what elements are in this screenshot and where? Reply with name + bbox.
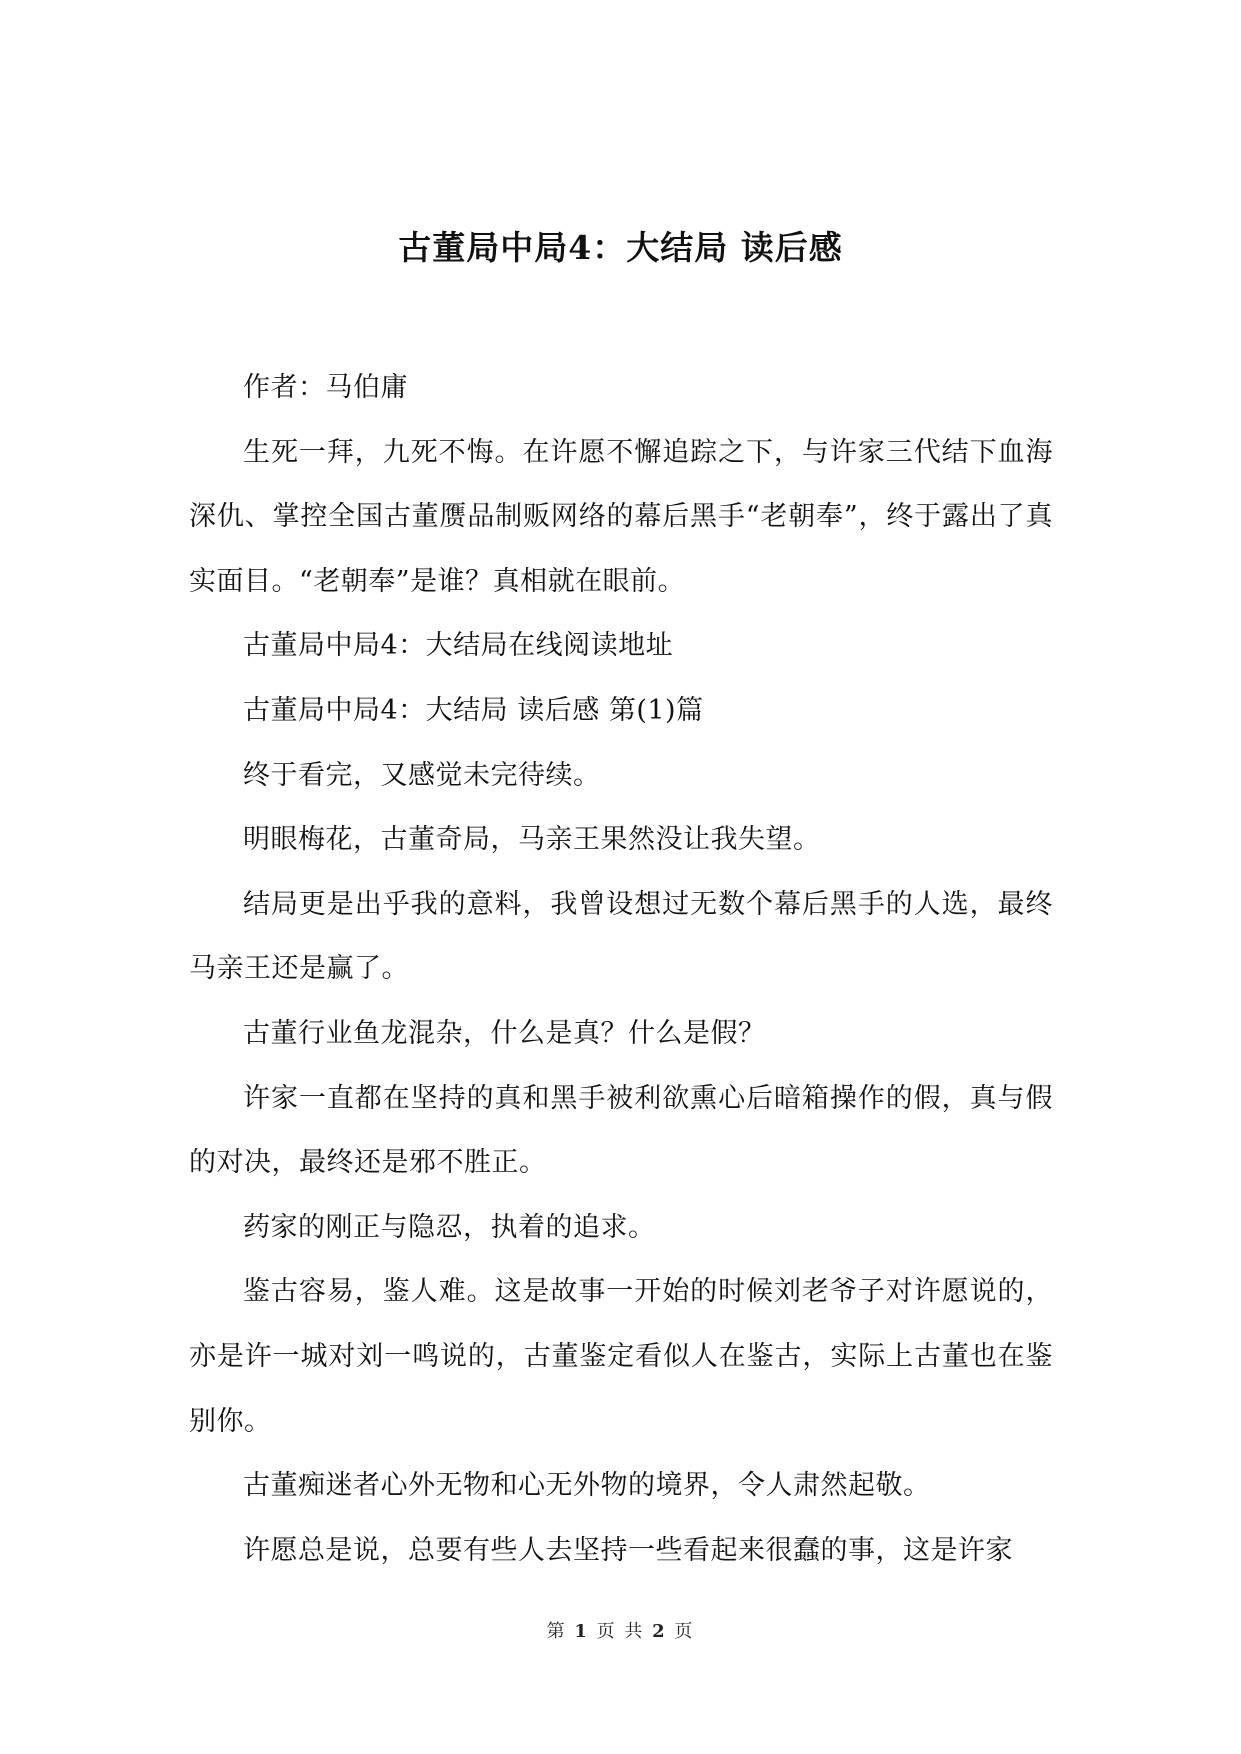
paragraph-author: 作者：马伯庸 [243,372,408,403]
paragraph: 结局更是出乎我的意料，我曾设想过无数个幕后黑手的人选，最终马亲王还是赢了。 [189,888,1053,985]
paragraph: 许家一直都在坚持的真和黑手被利欲熏心后暗箱操作的假，真与假的对决，最终还是邪不胜正。 [189,1082,1053,1179]
paragraph: 古董行业鱼龙混杂，什么是真？什么是假？ [243,1017,766,1049]
paragraph: 许愿总是说，总要有些人去坚持一些看起来很蠢的事，这是许家 [243,1534,1013,1566]
paragraph: 古董痴迷者心外无物和心无外物的境界，令人肃然起敬。 [243,1470,931,1502]
footer-suffix: 页 [674,1621,695,1642]
paragraph: 鉴古容易，鉴人难。这是故事一开始的时候刘老爷子对许愿说的，亦是许一城对刘一鸣说的，古董鉴定看似人在鉴古，实际上古董也在鉴别你。 [189,1276,1053,1437]
document-title: 古董局中局4：大结局 读后感 [398,228,843,267]
paragraph: 药家的刚正与隐忍，执着的追求。 [243,1211,656,1243]
paragraph: 明眼梅花，古董奇局，马亲王果然没让我失望。 [243,824,821,856]
current-page-number: 1 [574,1621,589,1642]
footer-middle: 页 共 [596,1621,645,1642]
paragraph: 生死一拜，九死不悔。在许愿不懈追踪之下，与许家三代结下血海深仇、掌控全国古董赝品制贩网络的幕后黑手“老朝奉”，终于露出了真实面目。“老朝奉”是谁？真相就在眼前。 [189,436,1053,597]
paragraph-section-heading: 古董局中局4：大结局 读后感 第(1)篇 [243,694,704,726]
page-footer [0,1617,1241,1643]
footer-prefix: 第 [546,1621,567,1642]
paragraph-read-online-link: 古董局中局4：大结局在线阅读地址 [243,630,674,662]
total-pages-number: 2 [652,1621,667,1642]
document-body [189,356,1053,1583]
paragraph: 终于看完，又感觉未完待续。 [243,759,601,791]
